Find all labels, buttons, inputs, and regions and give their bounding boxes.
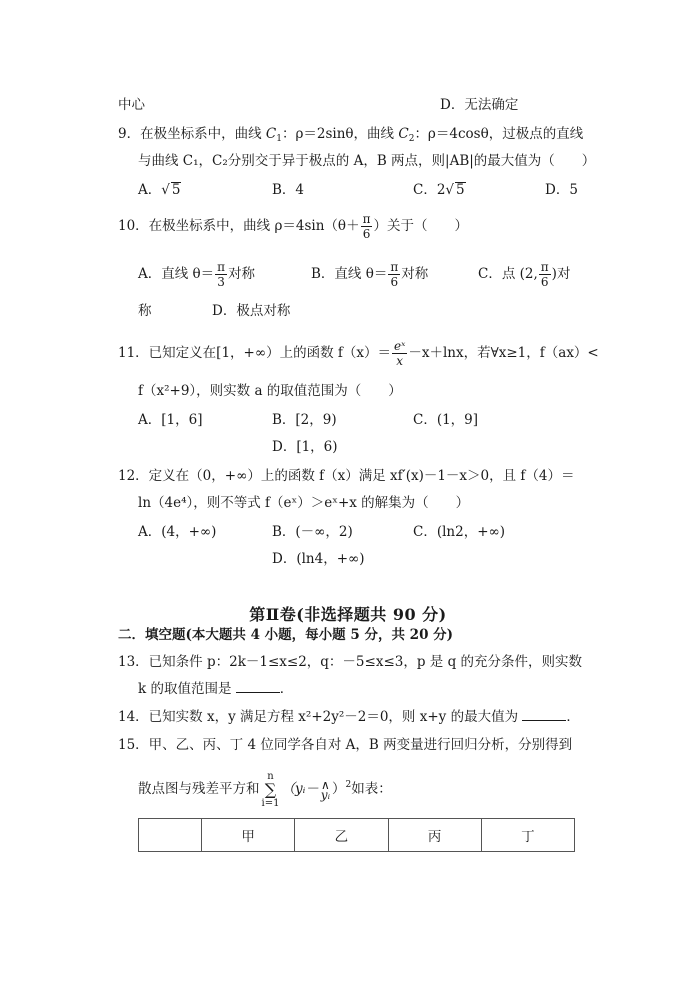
- q11-suffix: －x＋lnx，若∀x≥1，f（ax）<: [408, 345, 599, 361]
- q11-option-c: C．(1，9]: [413, 412, 479, 428]
- q12-option-d: D．(ln4，+∞): [272, 551, 365, 567]
- q13-prefix: k 的取值范围是: [138, 681, 236, 697]
- q15-sum-bottom: i=1: [261, 797, 280, 809]
- q9-c1: C: [265, 126, 277, 142]
- q13-stem-line2: [138, 680, 293, 698]
- q11-option-b: B．[2，9): [272, 412, 337, 428]
- q11-frac-den: x: [396, 354, 404, 368]
- q10-a-prefix: A．直线 θ＝: [138, 266, 215, 282]
- q10-b-suffix: 对称: [401, 266, 429, 282]
- q11-stem-line1: [118, 338, 599, 368]
- q10-b-prefix: B．直线 θ＝: [311, 266, 388, 282]
- q11-option-d: D．[1，6): [272, 439, 338, 455]
- q10-option-c: [478, 259, 570, 289]
- q9-c1-eq: ：ρ＝2sinθ，曲线: [281, 126, 399, 142]
- q10-c-num: π: [540, 260, 549, 274]
- q10-option-a: [138, 259, 255, 289]
- table-header-cell: 甲: [202, 819, 295, 852]
- q15-sum-sigma: ∑: [264, 779, 277, 799]
- q13-stem-line1: 13．已知条件 p：2k－1≤x≤2，q：－5≤x≤3，p 是 q 的充分条件，则实数: [118, 654, 583, 670]
- q9-option-a: A．√ 5: [138, 182, 181, 198]
- q14-stem: [118, 708, 580, 726]
- q10-frac-den: 6: [362, 227, 371, 241]
- q12-stem-line1: 12．定义在（0，+∞）上的函数 f（x）满足 xf′(x)－1－x＞0，且 f（4）＝: [118, 468, 575, 484]
- q11-frac-num: eˣ: [394, 339, 406, 353]
- q10-fraction: [361, 212, 373, 241]
- q15-suffix: 如表：: [351, 781, 392, 797]
- q11-option-a: A．[1，6]: [138, 412, 203, 428]
- table-header-cell: 丙: [388, 819, 481, 852]
- section-title: 第Ⅱ卷(非选择题共 90 分): [249, 605, 447, 624]
- q13-suffix: ．: [279, 681, 294, 697]
- q10-b-num: π: [390, 260, 399, 274]
- q15-summation: [262, 771, 280, 809]
- q9-c-label: C．2: [413, 182, 446, 198]
- q10-option-c-cont: 称: [138, 303, 152, 319]
- q10-prefix: 10．在极坐标系中，曲线 ρ＝4sin（θ＋: [118, 218, 360, 234]
- q9-text: 9．在极坐标系中，曲线: [118, 126, 266, 142]
- q12-stem-line2: ln（4e⁴），则不等式 f（eˣ）＞eˣ+x 的解集为（ ）: [138, 495, 470, 511]
- q9-option-d: D．5: [545, 182, 578, 198]
- q10-c-fraction: [539, 260, 551, 289]
- q10-c-den: 6: [540, 275, 549, 289]
- q10-stem: [118, 211, 468, 241]
- q15-term-end: ）: [332, 781, 346, 797]
- q14-answer-blank[interactable]: [522, 708, 566, 721]
- q8-option-c-tail: 中心: [118, 97, 145, 113]
- q10-c-suffix: )对: [551, 266, 571, 282]
- q12-option-a: A．(4，+∞): [138, 524, 217, 540]
- q14-prefix: 14．已知实数 x，y 满足方程 x²+2y²－2＝0，则 x+y 的最大值为: [118, 709, 523, 725]
- q10-option-d: D．极点对称: [212, 303, 291, 319]
- q13-answer-blank[interactable]: [236, 680, 280, 693]
- q11-fraction: [392, 339, 407, 368]
- q9-c2-eq: ：ρ＝4cosθ，过极点的直线: [414, 126, 584, 142]
- q9-c2-sub: 2: [408, 134, 415, 144]
- q9-c2: C: [398, 126, 409, 142]
- table-header-cell: 乙: [295, 819, 388, 852]
- table-header-cell: 丁: [481, 819, 574, 852]
- q10-b-fraction: [388, 260, 400, 289]
- q9-option-c: C．2√ 5: [413, 182, 465, 198]
- q10-a-suffix: 对称: [228, 266, 256, 282]
- q15-sum-top: n: [267, 770, 274, 782]
- q9-option-b: B．4: [272, 182, 305, 198]
- q10-frac-num: π: [362, 212, 371, 226]
- q10-b-den: 6: [390, 275, 399, 289]
- q12-option-b: B．(－∞，2): [272, 524, 353, 540]
- q9-c-radicand: 5: [456, 182, 465, 198]
- q15-stem-line2: [138, 765, 392, 809]
- q10-a-den: 3: [217, 275, 225, 289]
- q9-stem-line2: 与曲线 C₁，C₂分别交于异于极点的 A，B 两点，则|AB|的最大值为（ ）: [138, 153, 596, 169]
- q9-stem-line1: [118, 125, 583, 148]
- q15-yhat: [320, 777, 330, 802]
- q15-prefix: 散点图与残差平方和: [138, 781, 260, 797]
- q15-stem-line1: 15．甲、乙、丙、丁 4 位同学各自对 A，B 两变量进行回归分析，分别得到: [118, 737, 573, 753]
- q11-stem-line2: f（x²+9），则实数 a 的取值范围为（ ）: [138, 383, 402, 399]
- q15-term: （yᵢ－: [281, 781, 319, 797]
- table-header-row: [139, 819, 575, 852]
- q14-suffix: ．: [566, 709, 580, 725]
- q10-a-fraction: [215, 260, 227, 289]
- q9-c1-sub: 1: [276, 134, 282, 144]
- q15-hat-symbol: ∧: [321, 777, 330, 792]
- residual-table: [138, 818, 575, 852]
- q10-c-prefix: C．点 (2,: [478, 266, 538, 282]
- q15-power: 2: [345, 780, 352, 790]
- q12-option-c: C．(ln2，+∞): [413, 524, 506, 540]
- part2-heading: 二．填空题(本大题共 4 小题，每小题 5 分，共 20 分): [118, 627, 454, 643]
- q10-suffix: ）关于（ ）: [373, 218, 468, 234]
- q11-prefix: 11．已知定义在[1，+∞）上的函数 f（x）＝: [118, 345, 391, 361]
- q9-a-label: A．: [138, 182, 162, 198]
- q10-option-b: [311, 259, 428, 289]
- table-header-cell: [139, 819, 202, 852]
- q10-a-num: π: [217, 260, 226, 274]
- q9-a-radicand: 5: [171, 182, 181, 198]
- q15-hat-var: yᵢ: [320, 787, 330, 802]
- q8-option-d: D．无法确定: [440, 97, 519, 113]
